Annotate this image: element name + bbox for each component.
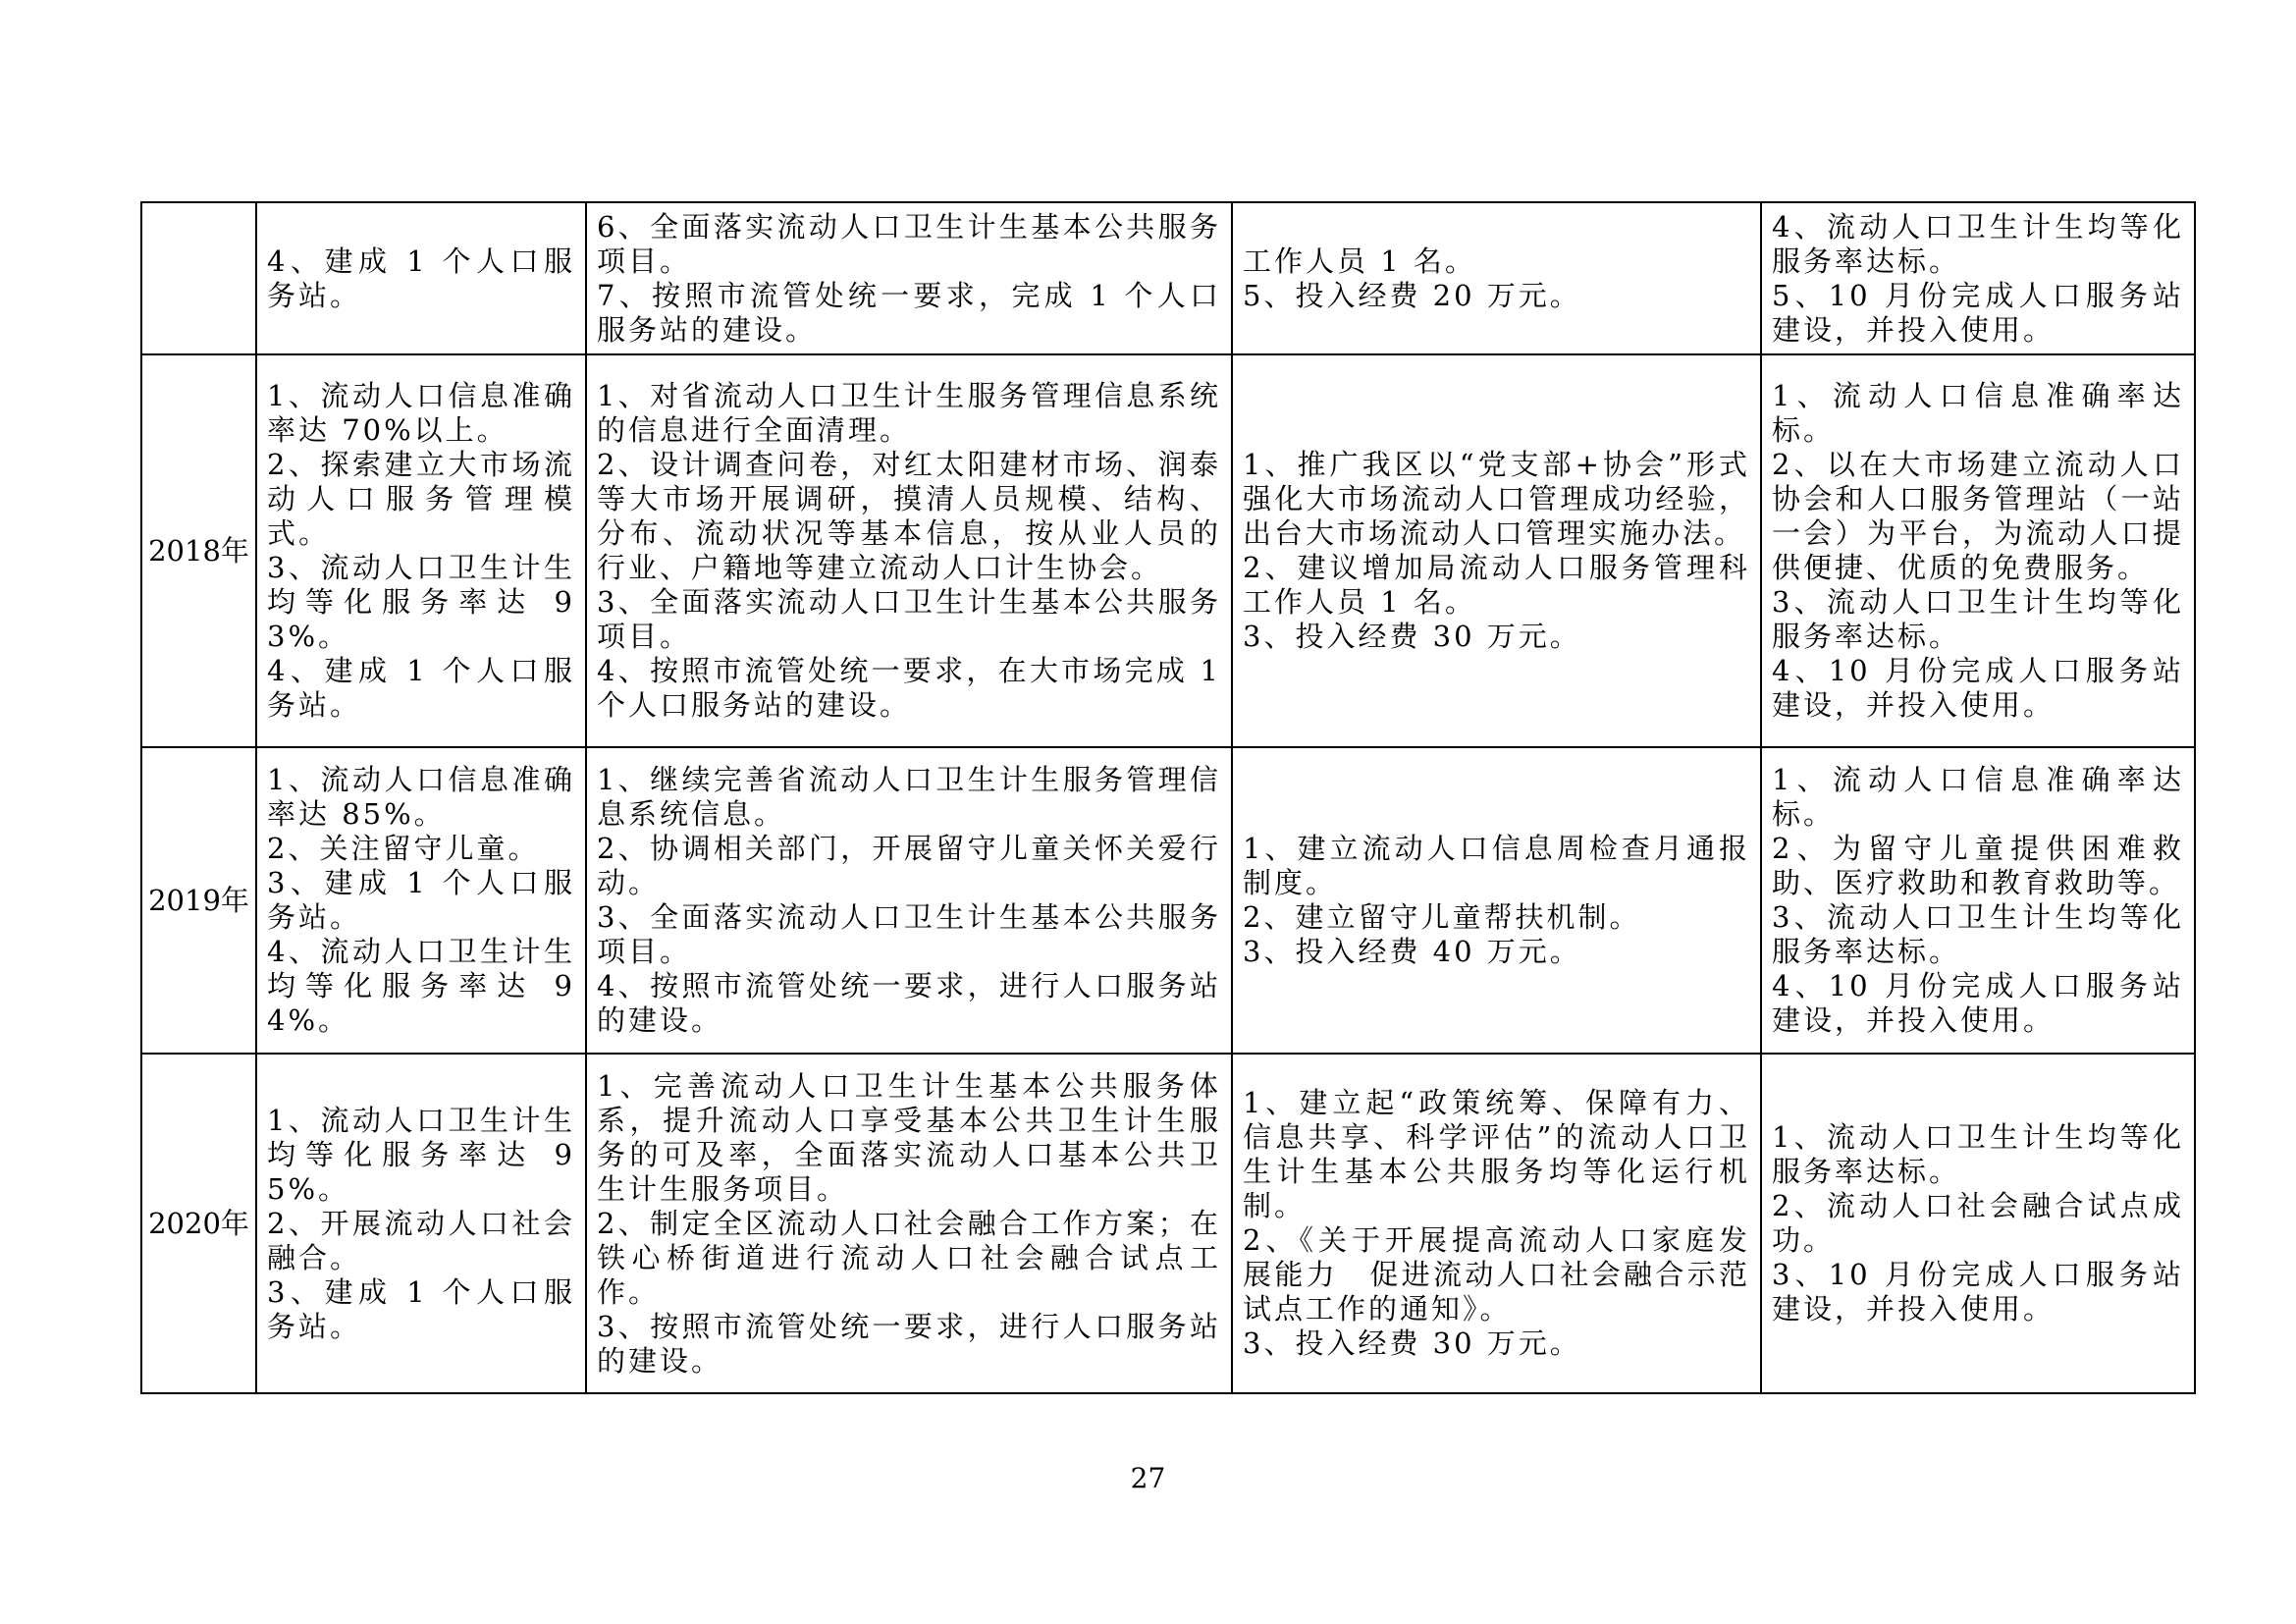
table-row [141,1054,2195,1393]
cell-item: 2、建议增加局流动人口服务管理科工作人员 1 名。 [1243,551,1750,619]
cell-item: 1、流动人口信息准确率达 70%以上。 [267,379,575,447]
cell-item: 4、流动人口卫生计生均等化服务率达 94%。 [267,935,575,1037]
year-cell [141,202,256,354]
table-row [141,747,2195,1054]
cell-item: 4、10 月份完成人口服务站建设，并投入使用。 [1772,969,2184,1037]
cell-item: 3、投入经费 30 万元。 [1243,1326,1581,1360]
safeguards-cell [1232,1054,1761,1393]
cell-item: 2、协调相关部门，开展留守儿童关怀关爱行动。 [597,832,1221,899]
cell-item: 5、投入经费 20 万元。 [1243,278,1581,312]
cell-item: 2、制定全区流动人口社会融合工作方案；在铁心桥街道进行流动人口社会融合试点工作。 [597,1206,1221,1309]
cell-item: 1、流动人口卫生计生均等化服务率达 95%。 [267,1103,575,1206]
table-row [141,202,2195,354]
targets-cell [256,202,586,354]
cell-item: 3、建成 1 个人口服务站。 [267,866,575,934]
cell-item: 3、按照市流管处统一要求，进行人口服务站的建设。 [597,1309,1221,1378]
table-row [141,354,2195,747]
cell-item: 2、流动人口社会融合试点成功。 [1772,1189,2184,1257]
cell-item: 1、推广我区以“党支部+协会”形式强化大市场流动人口管理成功经验，出台大市场流动人口管理实施办法。 [1243,448,1750,550]
results-cell [1761,747,2195,1054]
cell-item: 1、对省流动人口卫生计生服务管理信息系统的信息进行全面清理。 [597,379,1221,447]
cell-item: 3、投入经费 30 万元。 [1243,620,1581,653]
cell-item: 4、按照市流管处统一要求，在大市场完成 1 个人口服务站的建设。 [597,654,1221,722]
measures-cell [586,354,1232,747]
cell-item: 4、按照市流管处统一要求，进行人口服务站的建设。 [597,969,1221,1037]
cell-item: 2、关注留守儿童。 [267,832,540,865]
targets-cell [256,1054,586,1393]
work-plan-table [140,201,2196,1394]
cell-item: 1、流动人口信息准确率达标。 [1772,379,2184,447]
cell-item: 3、建成 1 个人口服务站。 [267,1274,575,1343]
cell-item: 1、完善流动人口卫生计生基本公共服务体系，提升流动人口享受基本公共卫生计生服务的可及率，全面落实流动人口基本公共卫生计生服务项目。 [597,1068,1221,1206]
cell-item: 2、探索建立大市场流动人口服务管理模式。 [267,448,575,550]
targets-cell [256,747,586,1054]
safeguards-cell [1232,354,1761,747]
safeguards-cell [1232,202,1761,354]
safeguards-cell [1232,747,1761,1054]
targets-cell [256,354,586,747]
results-cell [1761,202,2195,354]
cell-item: 3、全面落实流动人口卫生计生基本公共服务项目。 [597,585,1221,653]
cell-item: 1、流动人口信息准确率达 85%。 [267,763,575,831]
results-cell [1761,354,2195,747]
cell-item: 4、建成 1 个人口服务站。 [267,654,575,722]
cell-item: 3、流动人口卫生计生均等化服务率达标。 [1772,900,2184,968]
cell-item: 2、建立留守儿童帮扶机制。 [1243,900,1641,934]
cell-item: 3、10 月份完成人口服务站建设，并投入使用。 [1772,1258,2184,1326]
cell-item: 2、为留守儿童提供困难救助、医疗救助和教育救助等。 [1772,832,2184,899]
cell-item: 4、流动人口卫生计生均等化服务率达标。 [1772,209,2184,278]
cell-item: 2、《关于开展提高流动人口家庭发展能力 促进流动人口社会融合示范试点工作的通知》。 [1243,1223,1750,1326]
cell-item: 2、设计调查问卷，对红太阳建材市场、润泰等大市场开展调研，摸清人员规模、结构、分布、流动状况等基本信息，按从业人员的行业、户籍地等建立流动人口计生协会。 [597,448,1221,584]
cell-item: 3、流动人口卫生计生均等化服务率达标。 [1772,585,2184,653]
page-number: 27 [1130,1462,1166,1494]
cell-item: 1、流动人口卫生计生均等化服务率达标。 [1772,1120,2184,1188]
measures-cell [586,747,1232,1054]
cell-item: 1、继续完善省流动人口卫生计生服务管理信息系统信息。 [597,763,1221,831]
table-body [141,202,2195,1393]
cell-item: 工作人员 1 名。 [1243,244,1476,278]
measures-cell [586,202,1232,354]
cell-item: 4、建成 1 个人口服务站。 [267,244,575,312]
cell-item: 4、10 月份完成人口服务站建设，并投入使用。 [1772,654,2184,722]
results-cell [1761,1054,2195,1393]
year-cell: 2020年 [141,1054,256,1393]
cell-item: 1、建立流动人口信息周检查月通报制度。 [1243,832,1750,899]
year-cell: 2019年 [141,747,256,1054]
measures-cell [586,1054,1232,1393]
cell-item: 2、开展流动人口社会融合。 [267,1206,575,1274]
cell-item: 2、以在大市场建立流动人口协会和人口服务管理站（一站一会）为平台，为流动人口提供便捷、优质的免费服务。 [1772,448,2184,584]
cell-item: 1、建立起“政策统筹、保障有力、信息共享、科学评估”的流动人口卫生计生基本公共服务均等化运行机制。 [1243,1086,1750,1222]
year-cell: 2018年 [141,354,256,747]
cell-item: 3、全面落实流动人口卫生计生基本公共服务项目。 [597,900,1221,968]
cell-item: 3、流动人口卫生计生均等化服务率达 93%。 [267,551,575,653]
cell-item: 7、按照市流管处统一要求，完成 1 个人口服务站的建设。 [597,278,1221,347]
cell-item: 3、投入经费 40 万元。 [1243,935,1581,968]
cell-item: 6、全面落实流动人口卫生计生基本公共服务项目。 [597,209,1221,278]
cell-item: 1、流动人口信息准确率达标。 [1772,763,2184,831]
cell-item: 5、10 月份完成人口服务站建设，并投入使用。 [1772,278,2184,347]
